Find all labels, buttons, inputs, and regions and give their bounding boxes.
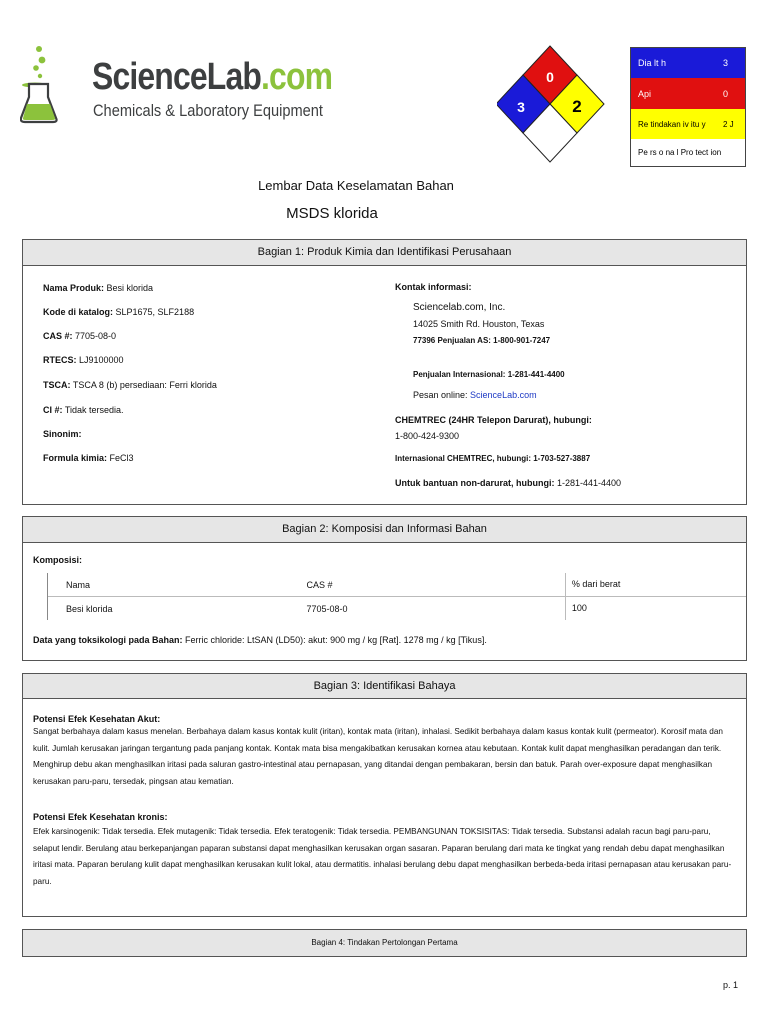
section-4-heading: Bagian 4: Tindakan Pertolongan Pertama xyxy=(23,930,746,956)
composition-table xyxy=(47,573,746,620)
field-synonym: Sinonim: xyxy=(43,429,82,439)
document-title: Lembar Data Keselamatan Bahan xyxy=(258,178,454,193)
field-tsca: TSCA: TSCA 8 (b) persediaan: Ferri klorida xyxy=(43,380,217,390)
cell-weight: 100 xyxy=(565,597,746,620)
section-2-heading: Bagian 2: Komposisi dan Informasi Bahan xyxy=(23,517,746,543)
cell-name: Besi klorida xyxy=(66,603,113,614)
non-emergency: Untuk bantuan non-darurat, hubungi: 1-281-441-4400 xyxy=(395,478,622,488)
tox-data: Data yang toksikologi pada Bahan: Ferric chloride: LtSAN (LD50): akut: 900 mg / kg [Rat]. 1278 mg / kg [Tikus]. xyxy=(33,635,487,645)
hmis-reactivity-value: 2 J xyxy=(723,119,734,129)
hmis-fire-label: Api xyxy=(638,88,652,99)
logo-tagline: Chemicals & Laboratory Equipment xyxy=(93,101,323,120)
acute-text: Sangat berbahaya dalam kasus menelan. Berbahaya dalam kasus kontak kulit (iritan), kontak mata (iritan), inhalasi. Sedikit berbahaya dalam kasus kontak kulit (permeator). Korosif mata dan kulit. Jumlah kerusakan jaringan tergantung pada panjang kontak. Kontak mata bisa mengakibatkan kerusakan kornea atau kebutaan. Kontak kulit dapat menghasilkan peradangan dan terik. Menghirup debu akan menghasilkan iritasi pada saluran gastro-intestinal atau pernapasan, yang ditandai dengan pembakaran, bersin dan batuk. Parah over-exposure dapat menghasilkan kerusakan paru-paru, tersedak, pingsan atau kematian. xyxy=(33,727,723,786)
intl-chemtrec: Internasional CHEMTREC, hubungi: 1-703-527-3887 xyxy=(395,454,591,463)
hmis-fire-row xyxy=(631,78,745,109)
page-number: p. 1 xyxy=(722,980,738,990)
section-2 xyxy=(22,516,747,661)
composition-label: Komposisi: xyxy=(33,555,83,565)
acute-label: Potensi Efek Kesehatan Akut: xyxy=(33,714,161,724)
hmis-health-value: 3 xyxy=(723,58,729,68)
table-header xyxy=(48,573,746,597)
field-product-name: Nama Produk: Besi klorida xyxy=(43,283,154,293)
chronic-text: Efek karsinogenik: Tidak tersedia. Efek mutagenik: Tidak tersedia. Efek teratogenik: Tidak tersedia. PEMBANGUNAN TOKSISITAS: Tidak tersedia. Substansi adalah racun bagi paru-paru, selaput lendir. Berulang atau berkepanjangan paparan substansi dapat menghasilkan kerusakan organ sasaran. Paparan berulang dari mata ke tingkat yang rendah debu dapat menghasilkan iritasi mata. Paparan berulang kulit dapat menghasilkan kerusakan kulit lokal, atau dermatitis. inhalasi berulang debu dapat menghasilkan berbeda-beda iritasi pernapasan atau kerusakan paru-paru. xyxy=(33,827,732,886)
hmis-fire-value: 0 xyxy=(723,88,729,99)
contact-online: Pesan online: ScienceLab.com xyxy=(413,390,537,400)
col-name: Nama xyxy=(66,579,91,590)
chemtrec-number: 1-800-424-9300 xyxy=(395,431,460,441)
contact-label: Kontak informasi: xyxy=(395,282,472,292)
logo-lab: Lab xyxy=(206,56,262,98)
section-1-heading: Bagian 1: Produk Kimia dan Identifikasi Perusahaan xyxy=(23,240,746,266)
col-cas: CAS # xyxy=(306,579,333,590)
chronic-label: Potensi Efek Kesehatan kronis: xyxy=(33,812,168,822)
hmis-label xyxy=(630,47,746,167)
hmis-health-row xyxy=(631,48,745,78)
hmis-ppe-label: Pe rs o na l Pro tect ion xyxy=(638,148,722,157)
table-row xyxy=(48,597,746,620)
sciencelab-link[interactable]: ScienceLab.com xyxy=(470,390,537,400)
field-cas: CAS #: 7705-08-0 xyxy=(43,331,117,341)
nfpa-diamond xyxy=(497,44,607,164)
hmis-reactivity-label: Re tindakan iv itu y xyxy=(638,119,706,129)
chemtrec-label: CHEMTREC (24HR Telepon Darurat), hubungi: xyxy=(395,415,592,425)
nfpa-flammability-value: 0 xyxy=(546,69,554,85)
contact-intl-sales: Penjualan Internasional: 1-281-441-4400 xyxy=(413,370,565,379)
field-ci: CI #: Tidak tersedia. xyxy=(43,405,124,415)
section-1 xyxy=(22,239,747,505)
flask-icon xyxy=(21,46,57,122)
cell-cas: 7705-08-0 xyxy=(306,603,348,614)
contact-us-sales: 77396 Penjualan AS: 1-800-901-7247 xyxy=(413,336,551,345)
contact-company: Sciencelab.com, Inc. xyxy=(413,302,506,313)
hmis-health-label: Dia lt h xyxy=(638,58,667,68)
logo-com: .com xyxy=(261,56,333,98)
hmis-reactivity-row xyxy=(631,109,745,139)
nfpa-health-value: 3 xyxy=(517,99,525,115)
col-weight: % dari berat xyxy=(565,573,746,596)
field-formula: Formula kimia: FeCl3 xyxy=(43,453,134,463)
logo-wordmark: ScienceLab.com xyxy=(92,56,333,98)
section-4 xyxy=(22,929,747,957)
field-catalog-code: Kode di katalog: SLP1675, SLF2188 xyxy=(43,307,195,317)
section-3-heading: Bagian 3: Identifikasi Bahaya xyxy=(23,674,746,699)
hmis-ppe-row xyxy=(631,139,745,166)
document-subtitle: MSDS klorida xyxy=(286,205,378,222)
section-3 xyxy=(22,673,747,917)
nfpa-reactivity-value: 2 xyxy=(572,97,582,116)
contact-address: 14025 Smith Rd. Houston, Texas xyxy=(413,319,545,329)
field-rtecs: RTECS: LJ9100000 xyxy=(43,355,124,365)
